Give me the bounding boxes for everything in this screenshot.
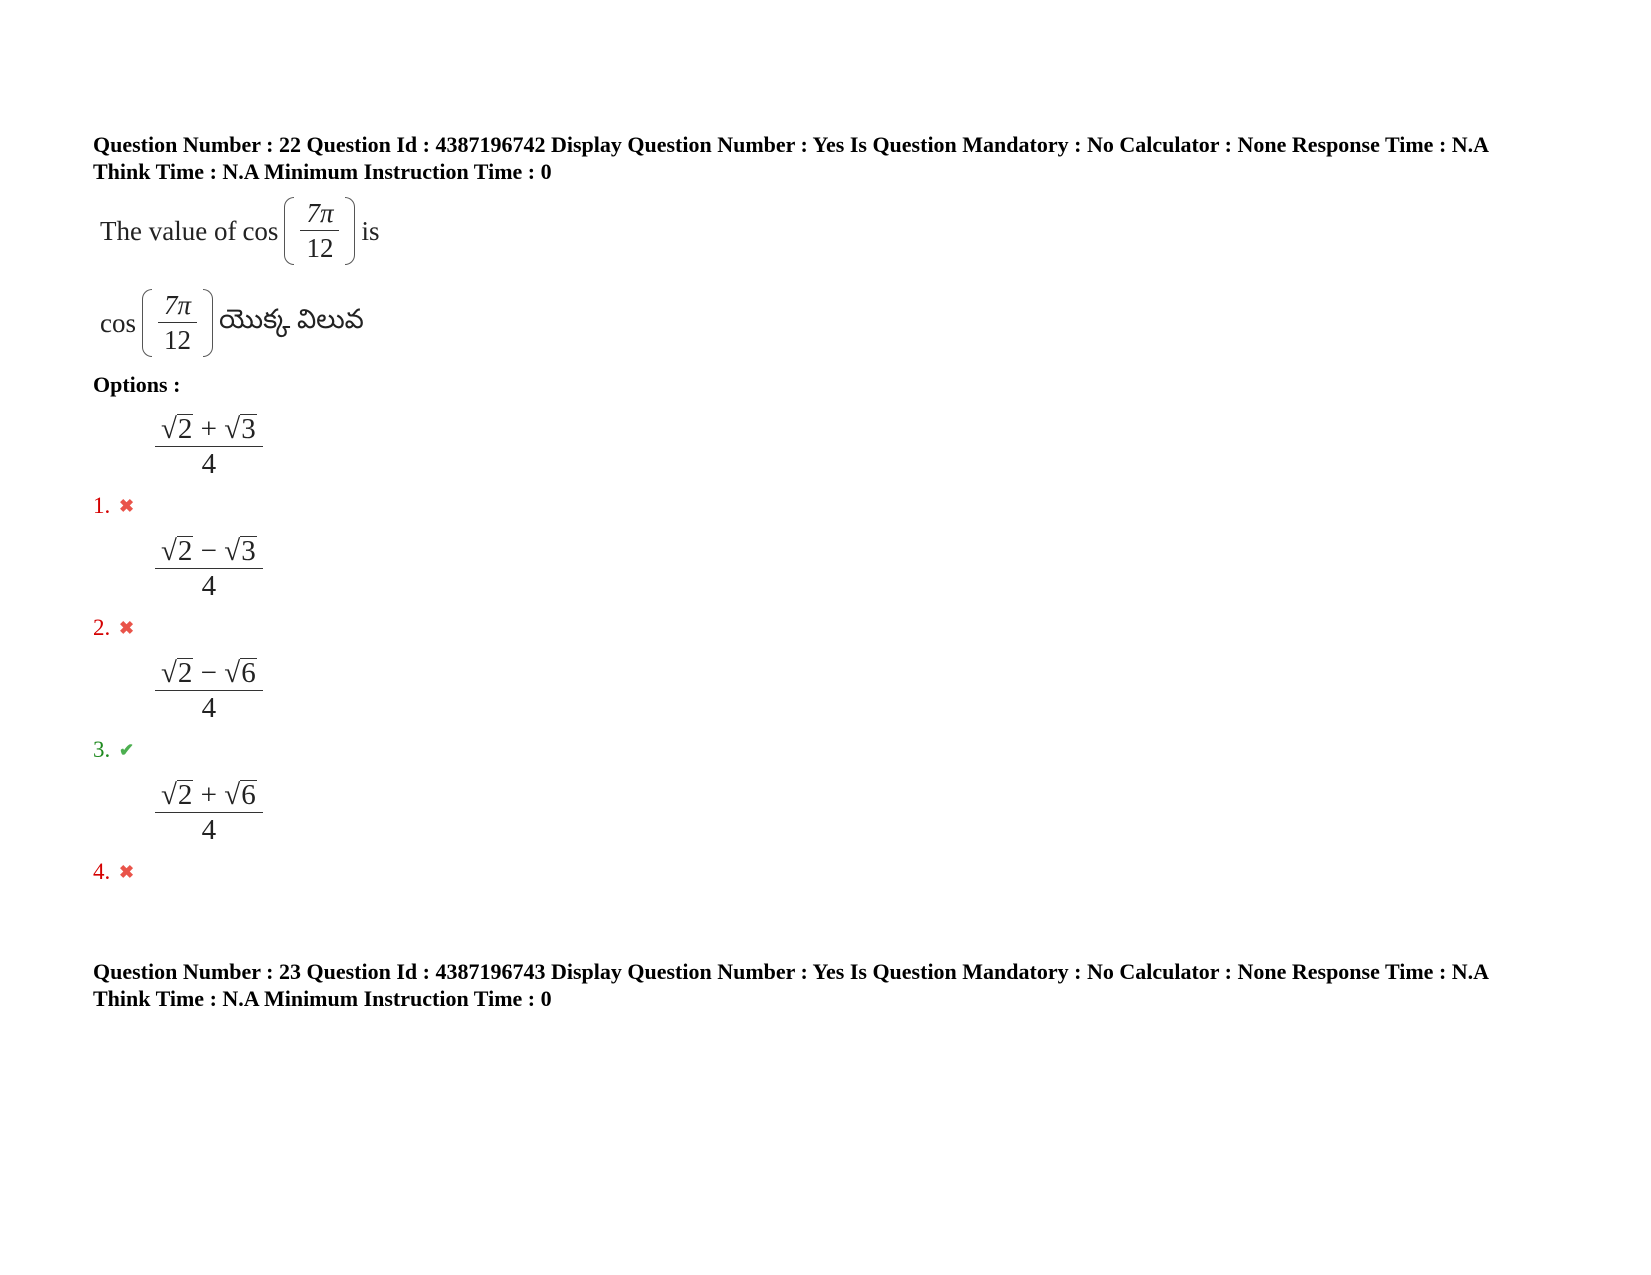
sqrt: √3 bbox=[224, 413, 256, 445]
option-1 bbox=[93, 398, 1513, 520]
question-23-meta: Question Number : 23 Question Id : 4387196743 Display Question Number : Yes Is Question Mandatory : No Calculator : None Response Time : N.A Think Time : N.A Minimum Instruction Time : 0 bbox=[93, 959, 1488, 1011]
question-text-telugu bbox=[100, 289, 1513, 357]
option-expression: $\frac{√2 + √6}{4}$ bbox=[155, 780, 263, 847]
sqrt: √2 bbox=[161, 779, 193, 811]
sqrt: √2 bbox=[161, 535, 193, 567]
sqrt: √2 bbox=[161, 657, 193, 689]
cross-icon: ✖ bbox=[119, 618, 135, 638]
sqrt: √2 bbox=[161, 413, 193, 445]
sqrt: √6 bbox=[224, 779, 256, 811]
left-paren bbox=[142, 289, 152, 357]
check-icon: ✔ bbox=[119, 740, 135, 760]
sqrt: √3 bbox=[224, 535, 256, 567]
question-prefix: The value of bbox=[100, 215, 237, 246]
option-number: 4. bbox=[93, 859, 111, 884]
option-2 bbox=[93, 520, 1513, 642]
options-list bbox=[93, 398, 1513, 886]
question-text-english bbox=[100, 197, 1513, 265]
telugu-suffix: యొక్క విలువ bbox=[219, 304, 364, 334]
option-expression: $\frac{√2 + √3}{4}$ bbox=[155, 414, 263, 481]
option-expression: $\frac{√2 - √3}{4}$ bbox=[155, 536, 263, 603]
option-3 bbox=[93, 642, 1513, 764]
question-22-meta: Question Number : 22 Question Id : 4387196742 Display Question Number : Yes Is Question Mandatory : No Calculator : None Response Time : N.A Think Time : N.A Minimum Instruction Time : 0 bbox=[93, 132, 1488, 184]
option-number: 2. bbox=[93, 615, 111, 640]
option-4 bbox=[93, 764, 1513, 886]
cross-icon: ✖ bbox=[119, 862, 135, 882]
fraction: $\frac{7\pi}{12}$ bbox=[300, 198, 339, 265]
cos-function: cos bbox=[242, 215, 279, 246]
question-suffix: is bbox=[361, 215, 380, 246]
option-number: 3. bbox=[93, 737, 111, 762]
content bbox=[93, 131, 1513, 1012]
option-number: 1. bbox=[93, 493, 111, 518]
cross-icon: ✖ bbox=[119, 496, 135, 516]
right-paren bbox=[203, 289, 213, 357]
option-expression: $\frac{√2 - √6}{4}$ bbox=[155, 658, 263, 725]
left-paren bbox=[284, 197, 294, 265]
options-label: Options : bbox=[93, 372, 181, 397]
fraction: $\frac{7\pi}{12}$ bbox=[158, 290, 197, 357]
sqrt: √6 bbox=[224, 657, 256, 689]
right-paren bbox=[345, 197, 355, 265]
cos-function: cos bbox=[100, 307, 136, 338]
